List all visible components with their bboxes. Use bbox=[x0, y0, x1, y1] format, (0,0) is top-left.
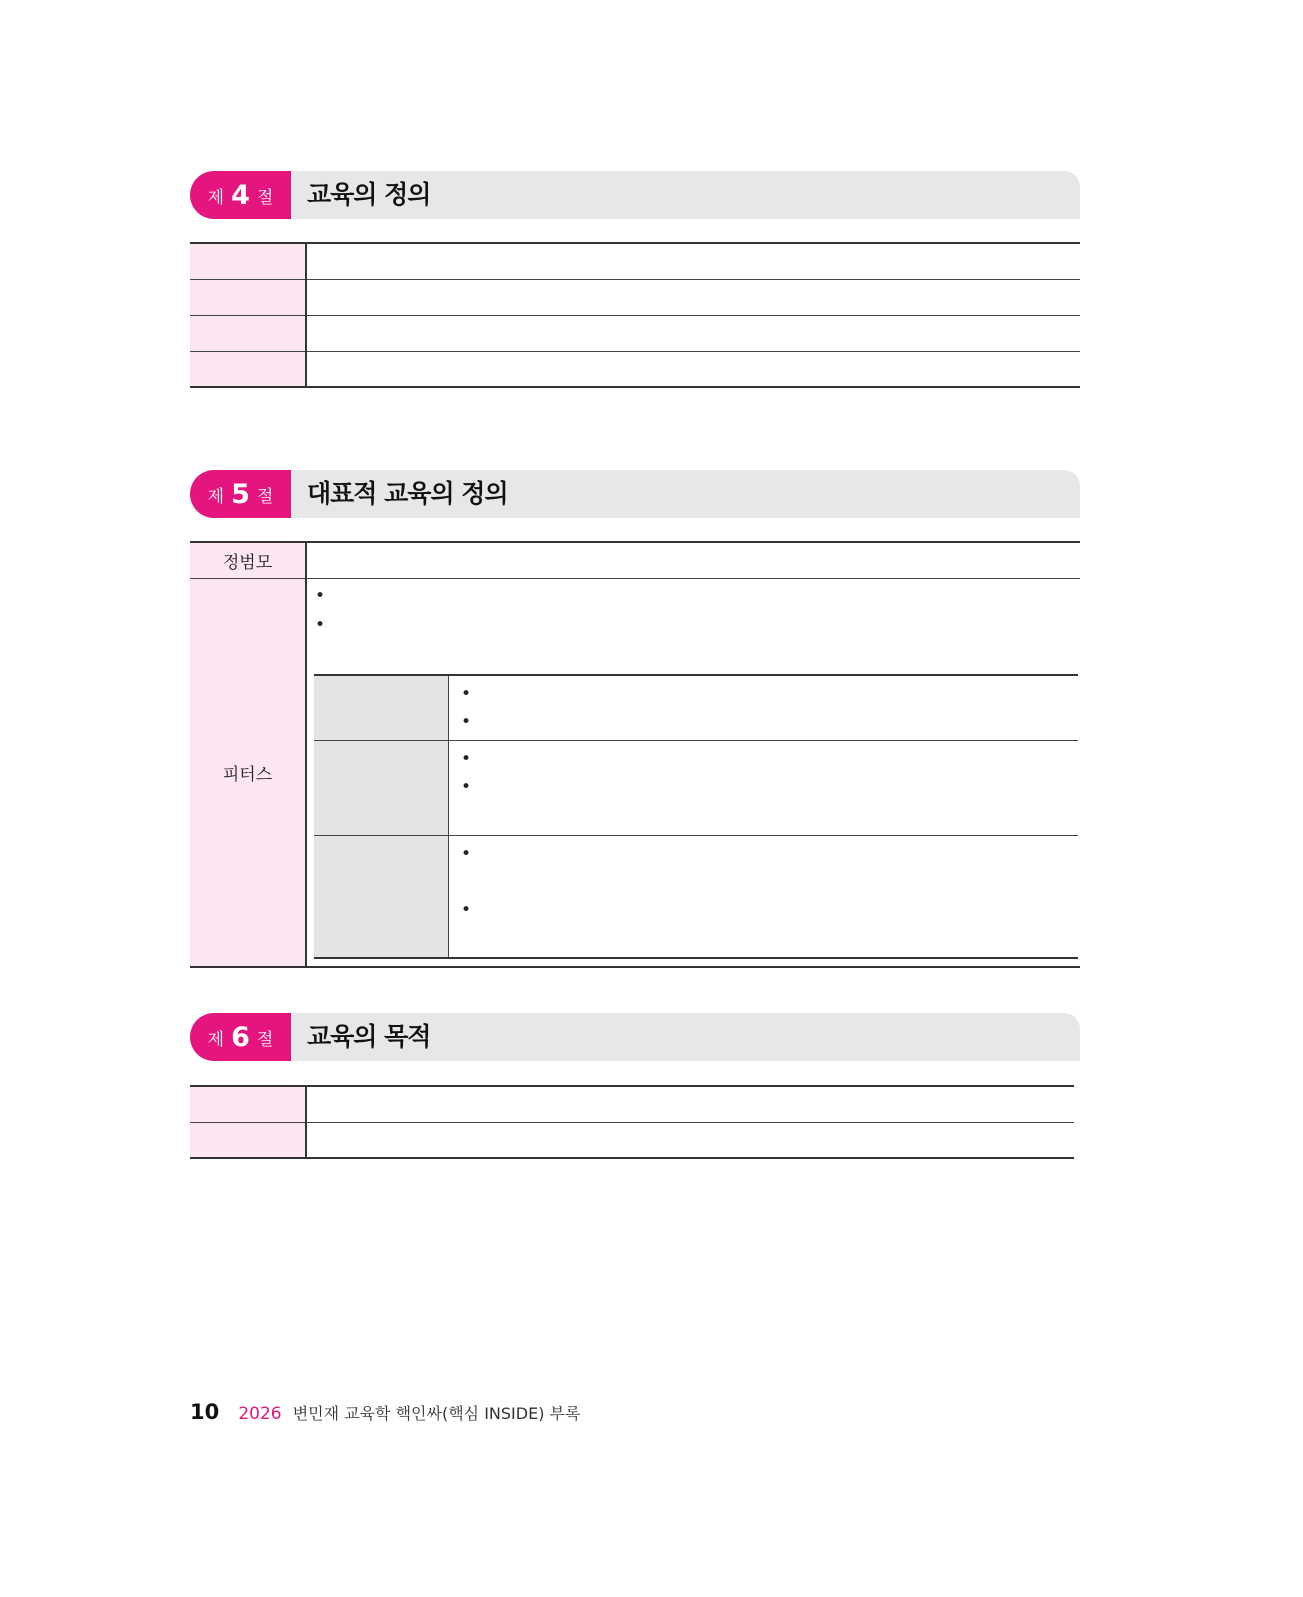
value-cell bbox=[306, 279, 1080, 315]
bullet: • bbox=[461, 712, 472, 732]
footer-book-title: 변민재 교육학 핵인싸(핵심 INSIDE) 부록 bbox=[292, 1404, 581, 1423]
section-4-table bbox=[190, 242, 1080, 388]
sub-value-cell bbox=[449, 675, 1079, 740]
section-6-header bbox=[190, 1013, 1080, 1061]
sub-value-cell bbox=[449, 835, 1079, 958]
label-cell bbox=[190, 315, 306, 351]
value-cell bbox=[306, 542, 1080, 578]
label-cell bbox=[190, 351, 306, 387]
section-4-title: 교육의 정의 bbox=[307, 180, 431, 209]
label-cell bbox=[190, 1086, 306, 1122]
bullet: • bbox=[315, 586, 326, 606]
value-cell bbox=[306, 315, 1080, 351]
value-cell bbox=[306, 1122, 1074, 1158]
bullet: • bbox=[461, 899, 472, 920]
label-cell bbox=[190, 243, 306, 279]
bullet: • bbox=[461, 684, 472, 704]
footer-year: 2026 bbox=[238, 1404, 282, 1424]
section-6-table bbox=[190, 1085, 1074, 1159]
sub-value-cell bbox=[449, 740, 1079, 835]
peters-sub-table bbox=[314, 674, 1078, 959]
sub-label-cell bbox=[314, 740, 449, 835]
label-cell bbox=[190, 1122, 306, 1158]
section-5-header bbox=[190, 470, 1080, 518]
section-5-badge: 제 5 절 bbox=[190, 470, 291, 518]
label-jeongbeommo: 정범모 bbox=[190, 542, 306, 578]
value-cell bbox=[306, 351, 1080, 387]
bullet: • bbox=[315, 615, 326, 635]
section-4-header bbox=[190, 171, 1080, 219]
section-5-title: 대표적 교육의 정의 bbox=[307, 479, 508, 508]
label-peters: 피터스 bbox=[190, 578, 306, 967]
bullet: • bbox=[461, 748, 472, 769]
section-6-title: 교육의 목적 bbox=[307, 1022, 431, 1051]
page-number: 10 bbox=[190, 1400, 220, 1424]
sub-label-cell bbox=[314, 835, 449, 958]
value-cell bbox=[306, 243, 1080, 279]
sub-label-cell bbox=[314, 675, 449, 740]
section-6-badge: 제 6 절 bbox=[190, 1013, 291, 1061]
bullet: • bbox=[461, 843, 472, 864]
page-footer bbox=[190, 1400, 580, 1424]
value-cell bbox=[306, 1086, 1074, 1122]
bullet: • bbox=[461, 776, 472, 797]
label-cell bbox=[190, 279, 306, 315]
section-4-badge: 제 4 절 bbox=[190, 171, 291, 219]
